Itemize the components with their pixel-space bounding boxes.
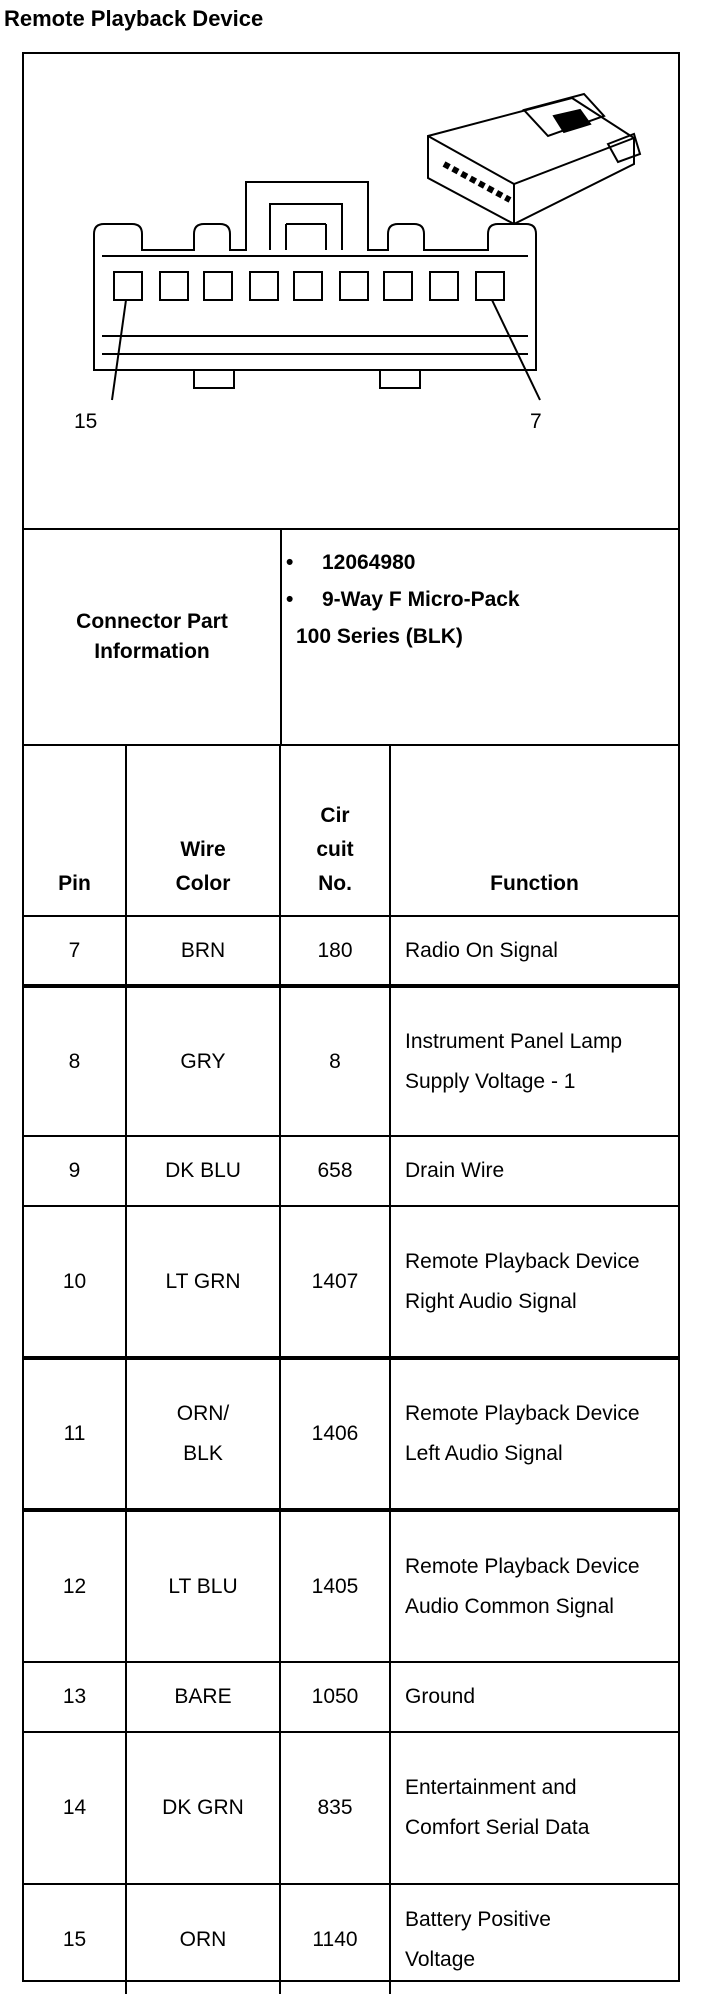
description-line	[282, 581, 672, 618]
cell-pin: 9	[24, 1136, 126, 1206]
connector-face-drawing	[24, 54, 678, 528]
header-circuit-no: Cir cuit No.	[280, 746, 390, 916]
page-title: Remote Playback Device	[4, 6, 264, 31]
part-number: 12064980	[322, 551, 416, 574]
cell-circuit: 1407	[280, 1206, 390, 1358]
table-row	[24, 1206, 678, 1358]
cell-pin: 7	[24, 916, 126, 986]
cell-wire-color: LT BLU	[126, 1510, 280, 1662]
cell-pin: 11	[24, 1358, 126, 1510]
cell-wire-color: DK GRN	[126, 1732, 280, 1884]
connector-part-label: Connector Part Information	[24, 530, 282, 744]
cell-wire-color: LT GRN	[126, 1206, 280, 1358]
connector-part-values	[282, 544, 672, 655]
bullet: •	[286, 551, 294, 574]
cell-circuit: 1405	[280, 1510, 390, 1662]
cell-circuit: 658	[280, 1136, 390, 1206]
table-row	[24, 1662, 678, 1732]
cell-circuit: 1140	[280, 1884, 390, 1994]
pin-table	[24, 746, 678, 1994]
cell-wire-color: ORN/BLK	[126, 1358, 280, 1510]
cell-function: Ground	[390, 1662, 678, 1732]
table-row	[24, 1358, 678, 1510]
cell-wire-color: GRY	[126, 986, 280, 1136]
connector-iso-sketch	[428, 94, 640, 224]
connector-series: 100 Series (BLK)	[296, 625, 463, 648]
cell-pin: 15	[24, 1884, 126, 1994]
cell-function: Radio On Signal	[390, 916, 678, 986]
cell-wire-color: DK BLU	[126, 1136, 280, 1206]
cell-pin: 14	[24, 1732, 126, 1884]
cell-function: Entertainment and Comfort Serial Data	[390, 1732, 678, 1884]
cell-circuit: 835	[280, 1732, 390, 1884]
table-row	[24, 1884, 678, 1994]
cell-function: Instrument Panel Lamp Supply Voltage - 1	[390, 986, 678, 1136]
connector-part-info	[24, 530, 678, 746]
pin-label-15: 15	[74, 410, 98, 433]
cell-wire-color: ORN	[126, 1884, 280, 1994]
header-wire-color: Wire Color	[126, 746, 280, 916]
cell-circuit: 8	[280, 986, 390, 1136]
connector-description: 9-Way F Micro-Pack	[322, 588, 520, 611]
cell-circuit: 180	[280, 916, 390, 986]
cell-pin: 8	[24, 986, 126, 1136]
table-header-row	[24, 746, 678, 916]
cell-function: Remote Playback Device Audio Common Signal	[390, 1510, 678, 1662]
cell-circuit: 1050	[280, 1662, 390, 1732]
bullet: •	[286, 588, 294, 611]
pin-label-7: 7	[530, 410, 542, 433]
cell-function: Remote Playback Device Left Audio Signal	[390, 1358, 678, 1510]
cell-function: Drain Wire	[390, 1136, 678, 1206]
cell-function: Remote Playback Device Right Audio Signal	[390, 1206, 678, 1358]
part-number-line	[282, 544, 672, 581]
connector-document	[22, 52, 680, 1982]
cell-pin: 10	[24, 1206, 126, 1358]
cell-pin: 13	[24, 1662, 126, 1732]
header-function: Function	[390, 746, 678, 916]
cell-circuit: 1406	[280, 1358, 390, 1510]
cell-wire-color: BARE	[126, 1662, 280, 1732]
cell-function: Battery Positive Voltage	[390, 1884, 678, 1994]
table-row	[24, 916, 678, 986]
cell-wire-color: BRN	[126, 916, 280, 986]
table-row	[24, 986, 678, 1136]
table-row	[24, 1136, 678, 1206]
table-row	[24, 1732, 678, 1884]
header-pin: Pin	[24, 746, 126, 916]
connector-diagram	[24, 54, 678, 530]
cell-pin: 12	[24, 1510, 126, 1662]
table-row	[24, 1510, 678, 1662]
